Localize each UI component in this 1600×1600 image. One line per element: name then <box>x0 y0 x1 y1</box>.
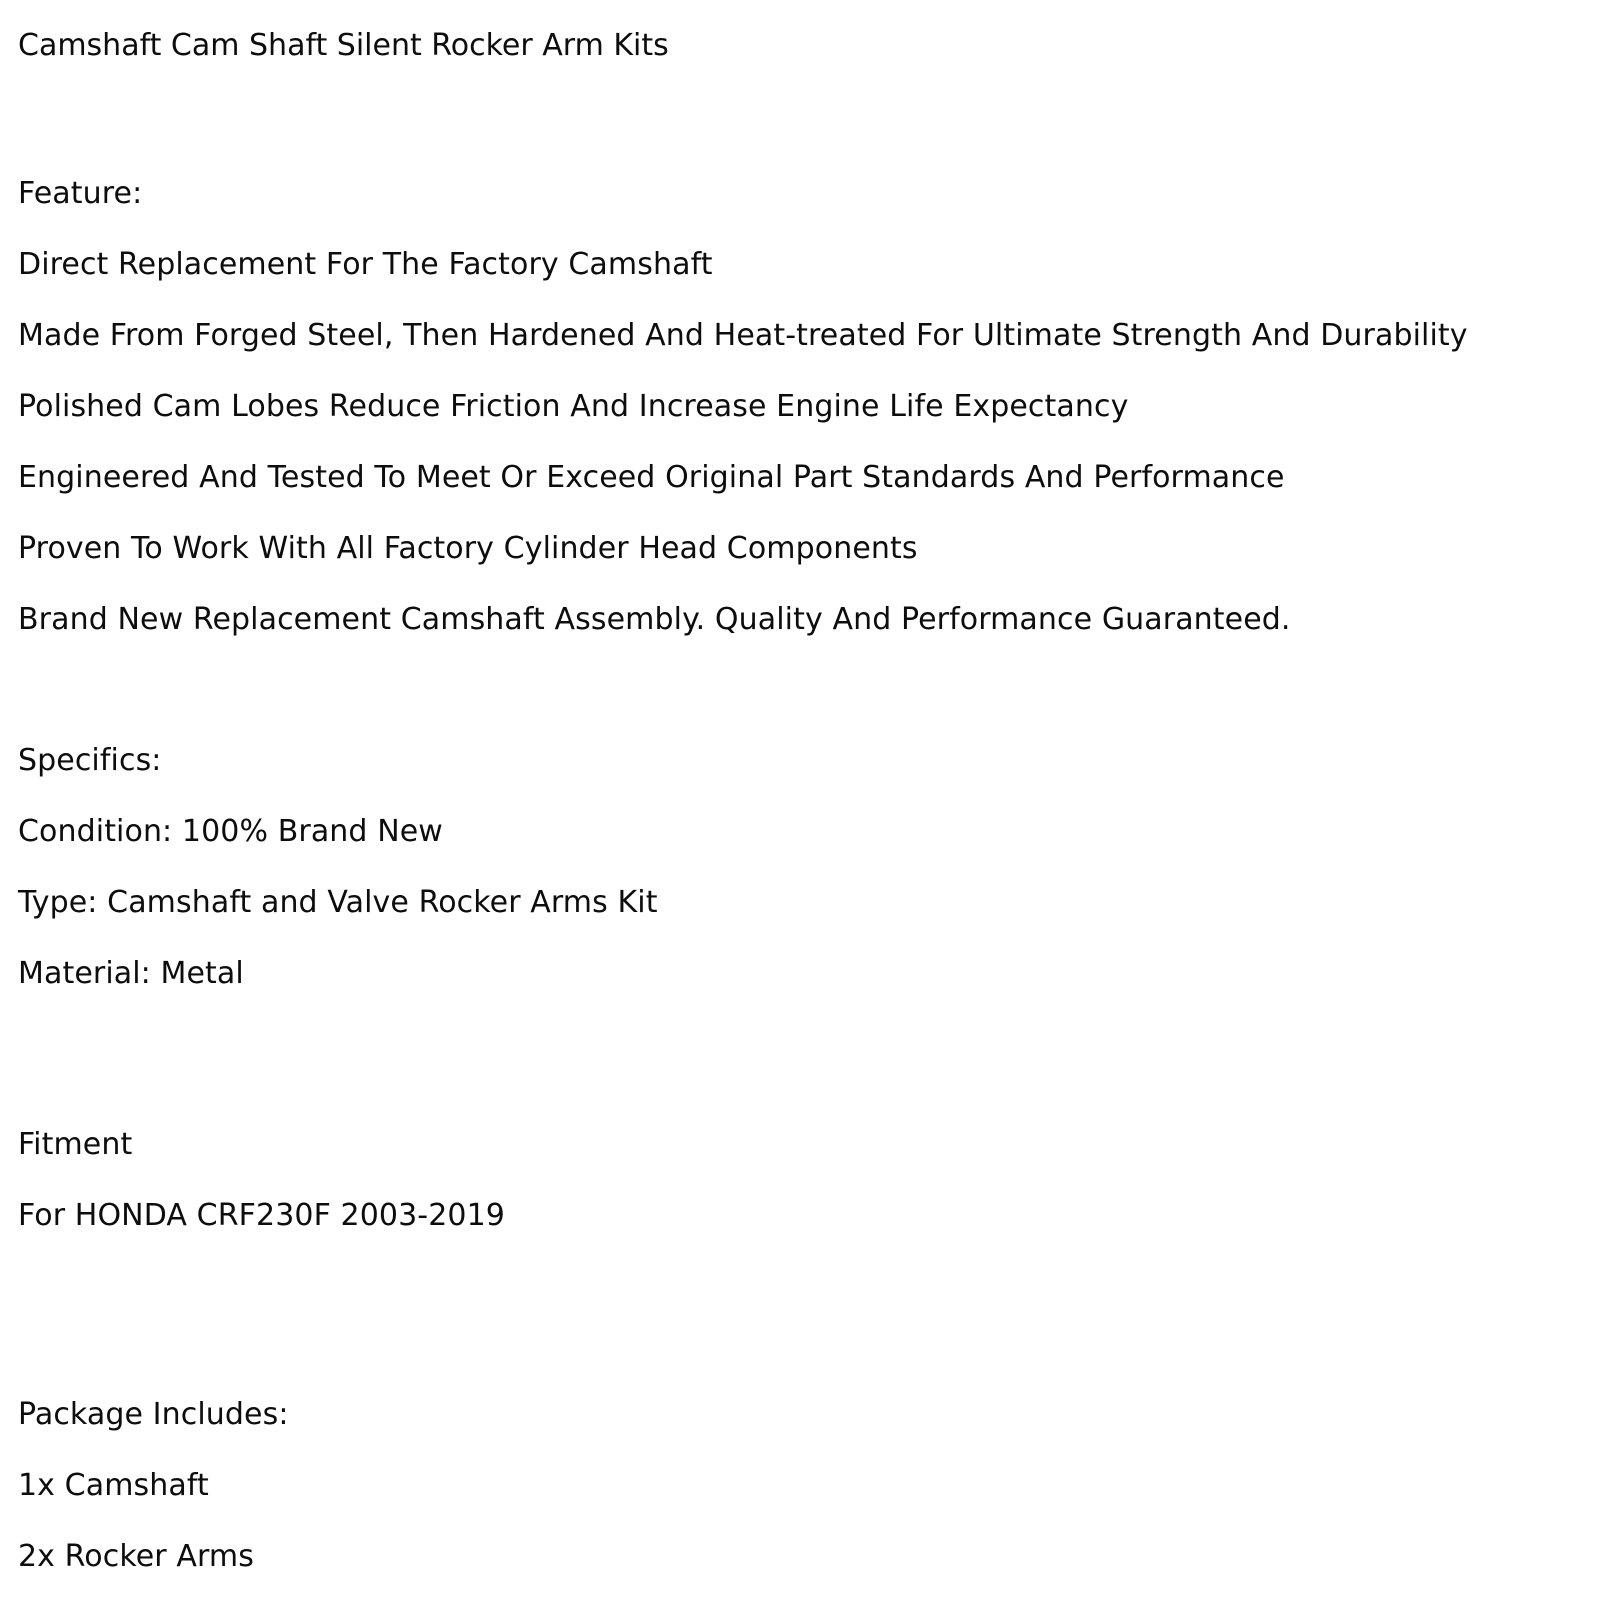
spacer <box>18 74 1580 158</box>
page-title: Camshaft Cam Shaft Silent Rocker Arm Kits <box>18 28 669 63</box>
spacer <box>18 655 1580 725</box>
feature-item: Brand New Replacement Camshaft Assembly. Quality And Performance Guaranteed. <box>18 602 1291 637</box>
feature-item: Engineered And Tested To Meet Or Exceed Original Part Standards And Performance <box>18 460 1285 495</box>
feature-item: Proven To Work With All Factory Cylinder Head Components <box>18 531 918 566</box>
package-item: 1x Camshaft <box>18 1468 209 1503</box>
spacer <box>18 1009 1580 1109</box>
package-heading: Package Includes: <box>18 1397 289 1432</box>
fitment-item: For HONDA CRF230F 2003-2019 <box>18 1198 505 1233</box>
specifics-item: Material: Metal <box>18 956 244 991</box>
feature-item: Made From Forged Steel, Then Hardened And Heat-treated For Ultimate Strength And Durability <box>18 318 1468 353</box>
spacer <box>18 1251 1580 1379</box>
specifics-heading: Specifics: <box>18 743 162 778</box>
feature-item: Direct Replacement For The Factory Camshaft <box>18 247 713 282</box>
specifics-item: Type: Camshaft and Valve Rocker Arms Kit <box>18 885 658 920</box>
fitment-heading: Fitment <box>18 1127 133 1162</box>
feature-heading: Feature: <box>18 176 143 211</box>
specifics-item: Condition: 100% Brand New <box>18 814 443 849</box>
feature-item: Polished Cam Lobes Reduce Friction And Increase Engine Life Expectancy <box>18 389 1129 424</box>
package-item: 2x Rocker Arms <box>18 1539 254 1574</box>
